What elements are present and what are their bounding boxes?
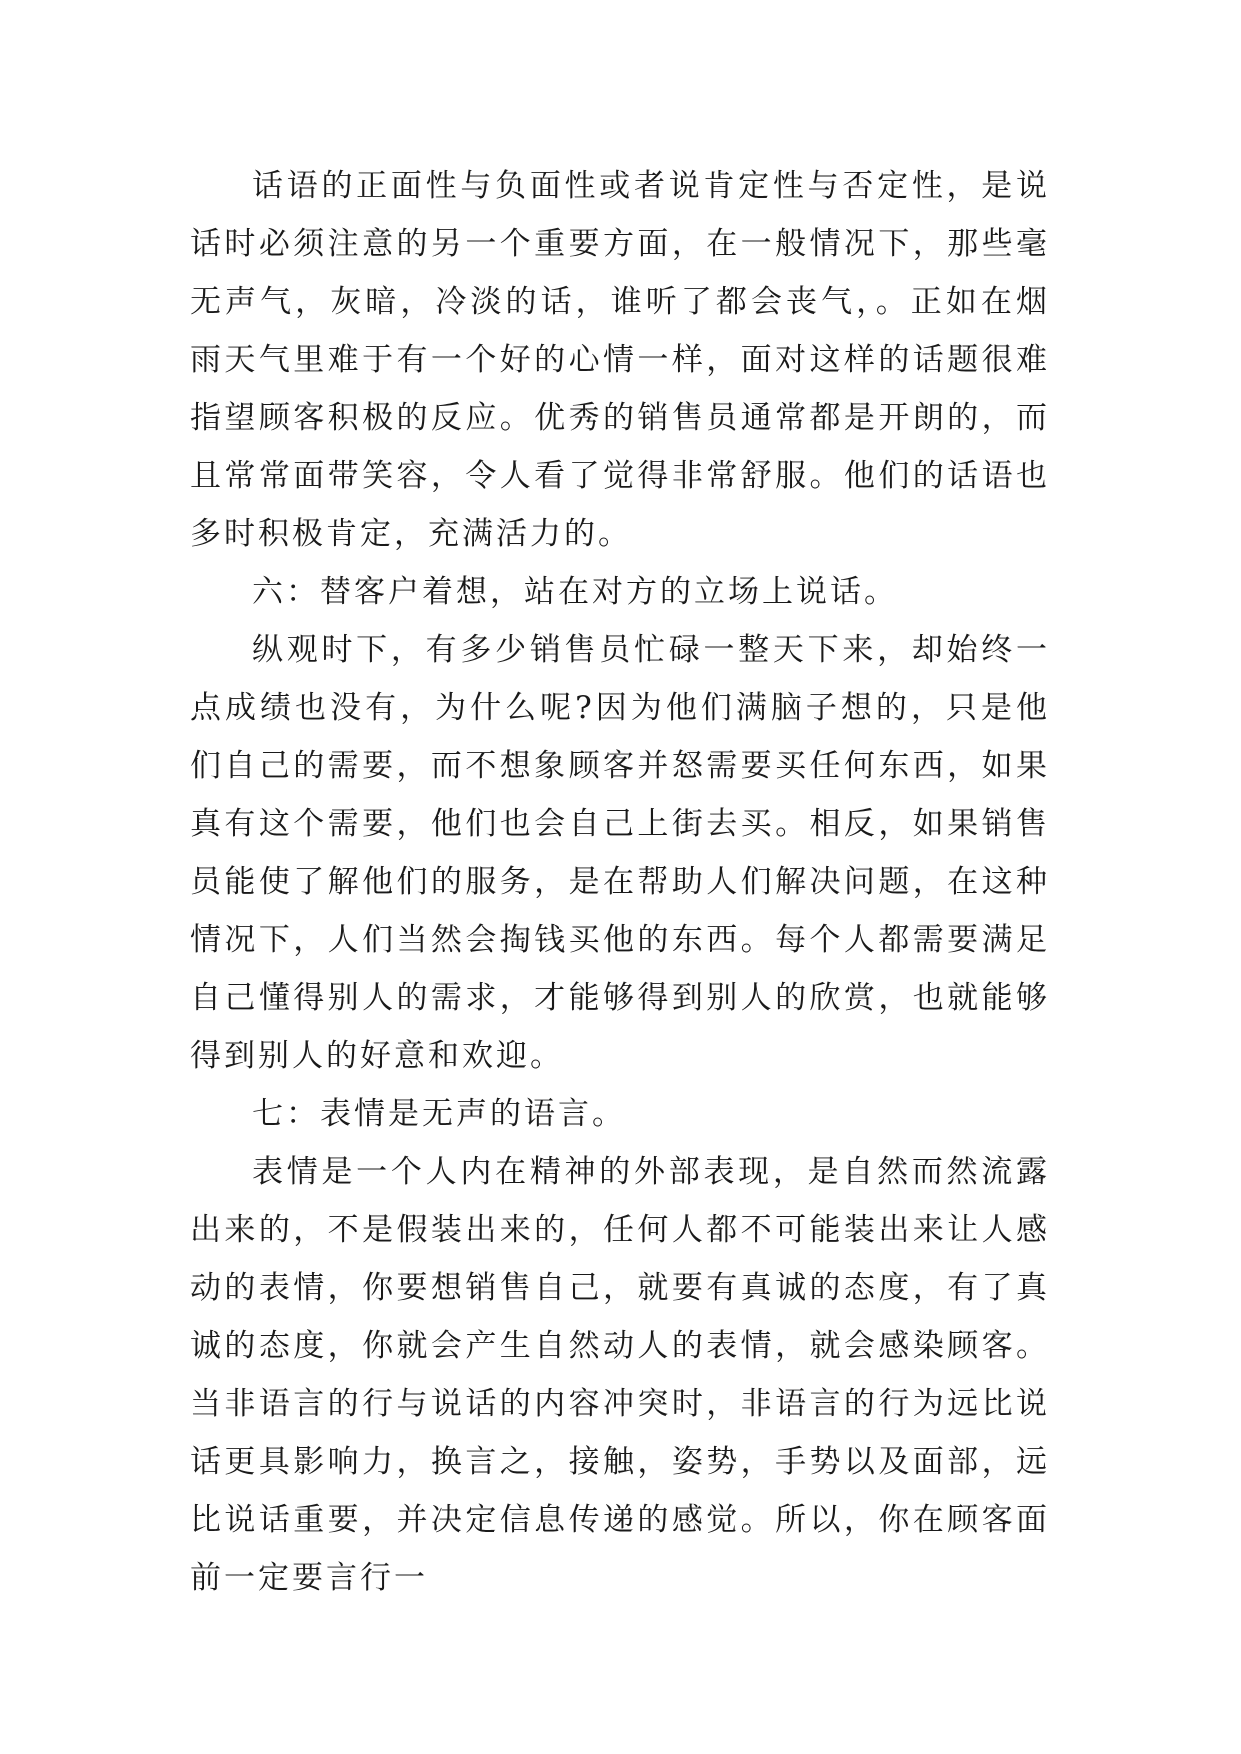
section-heading-six: 六：替客户着想，站在对方的立场上说话。 [252, 574, 898, 610]
paragraph-positive-speech: 话语的正面性与负面性或者说肯定性与否定性，是说话时必须注意的另一个重要方面，在一般情况下，那些毫无声气，灰暗，冷淡的话，谁听了都会丧气，。正如在烟雨天气里难于有一个好的心情一样，面对这样的话题很难指望顾客积极的反应。优秀的销售员通常都是开朗的，而且常常面带笑容，令人看了觉得非常舒服。他们的话语也多时积极肯定，充满活力的。 [190, 168, 1050, 552]
paragraph-expression: 表情是一个人内在精神的外部表现，是自然而然流露出来的，不是假装出来的，任何人都不可能装出来让人感动的表情，你要想销售自己，就要有真诚的态度，有了真诚的态度，你就会产生自然动人的表情，就会感染顾客。当非语言的行与说话的内容冲突时，非语言的行为远比说话更具影响力，换言之，接触，姿势，手势以及面部，远比说话重要，并决定信息传递的感觉。所以，你在顾客面前一定要言行一 [190, 1154, 1050, 1596]
section-heading-seven: 七：表情是无声的语言。 [252, 1096, 626, 1132]
document-body [190, 157, 1050, 1607]
paragraph-customer-perspective: 纵观时下，有多少销售员忙碌一整天下来，却始终一点成绩也没有，为什么呢?因为他们满脑子想的，只是他们自己的需要，而不想象顾客并怒需要买任何东西，如果真有这个需要，他们也会自己上街去买。相反，如果销售员能使了解他们的服务，是在帮助人们解决问题，在这种情况下，人们当然会掏钱买他的东西。每个人都需要满足自己懂得别人的需求，才能够得到别人的欣赏，也就能够得到别人的好意和欢迎。 [190, 632, 1050, 1074]
